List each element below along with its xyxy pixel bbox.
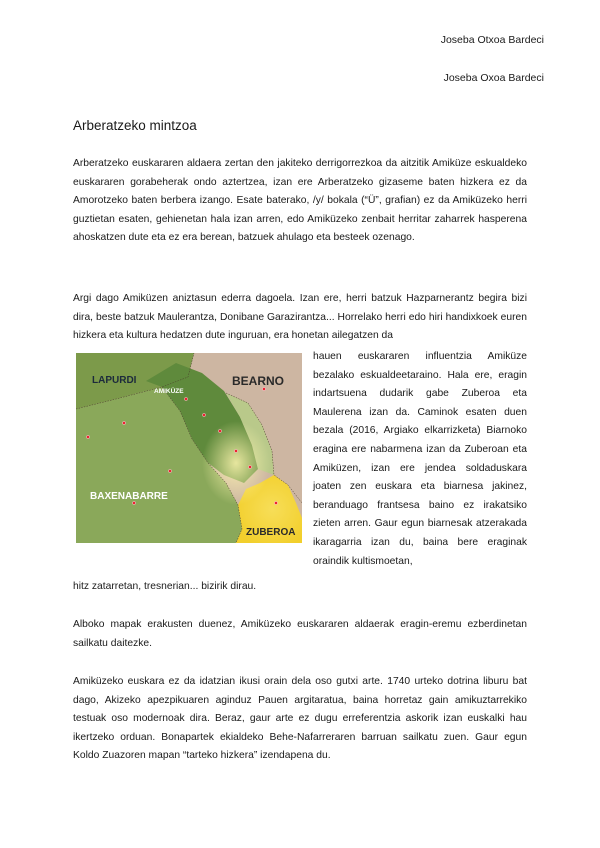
paragraph-3: Alboko mapak erakusten duenez, Amiküzeko euskararen aldaerak eragin-eremu ezberdinetan sailkatu daitezke. bbox=[73, 619, 527, 649]
map-label-baxenabarre: BAXENABARRE bbox=[90, 491, 168, 502]
influence-glow bbox=[202, 421, 270, 505]
author-name-2: Joseba Oxoa Bardeci bbox=[443, 72, 544, 84]
amikuze-dialect-map bbox=[76, 353, 302, 543]
article-title: Arberatzeko mintzoa bbox=[73, 118, 197, 133]
paragraph-2-tail: hitz zatarretan, tresnerian... bizirik dirau. bbox=[73, 581, 257, 592]
map-label-lapurdi: LAPURDI bbox=[92, 375, 137, 386]
map-label-zuberoa: ZUBEROA bbox=[246, 527, 296, 538]
paragraph-1: Arberatzeko euskararen aldaera zertan den jakiteko derrigorrezkoa da aitzitik Amiküze eskualdeko euskararen gorabeherak ondo aztertzea, izan ere Arberatzeko gizaseme baten hizkera ez da Amorotzeko baten berbera izango. Esate baterako, /y/ bokala (“Ü”, grafian) ez da Amiküzeko herri guztietan esaten, gehienetan hala izan arren, edo Amiküzeko zenbait herritar zaharrek hasperena ahoskatzen dute eta ez era berean, batzuek ahulago eta besteek ozenago. bbox=[73, 158, 527, 244]
map-label-bearno: BEARNO bbox=[232, 374, 285, 388]
map-label-amikuze: AMIKÜZE bbox=[154, 388, 184, 395]
paragraph-2-wrap: hauen euskararen influentzia Amiküze bezalako eskualdeetaraino. Hala ere, eragin indartsuena dudarik gabe Zuberoa eta Maulerena izan da. Caminok esaten duen bezala (2016, Argiako elkarrizketa) Biarnoko eragina ere nabarmena izan da Zuberoan eta Amiküzen, izan ere jendea soldaduskara joaten zen euskara eta biarnesa jakinez, beranduago frantsesa baino ez irakatsiko zieten arren. Gaur egun biarnesak atzerakada ikaragarria izan du, baina bere eraginak oraindik kultismoetan, bbox=[313, 351, 527, 567]
paragraph-2-lead: Argi dago Amiküzen aniztasun ederra dagoela. Izan ere, herri batzuk Hazparnerantz begira bizi dira, beste batzuk Maulerantza, Donibane Garazirantza... Horrelako herri edo hiri handixkoek euren hizkera eta kultura hedatzen dute inguruan, era honetan ailegatzen da bbox=[73, 293, 527, 342]
paragraph-4: Amiküzeko euskara ez da idatzian ikusi orain dela oso gutxi arte. 1740 urteko dotrina liburu bat dago, Akizeko apezpikuaren aginduz Pauen argitaratua, baina horretaz gain amikuztarrekiko testuak oso modernoak dira. Beraz, gaur arte ez dugu erreferentzia askorik izan euskalki hau ikertzeko orduan. Bonapartek ekialdeko Behe-Nafarreraren barruan sailkatu zuen. Gaur egun Koldo Zuazoren mapan “tarteko hizkera” izendapena du. bbox=[73, 676, 527, 762]
author-name-1: Joseba Otxoa Bardeci bbox=[440, 34, 544, 46]
